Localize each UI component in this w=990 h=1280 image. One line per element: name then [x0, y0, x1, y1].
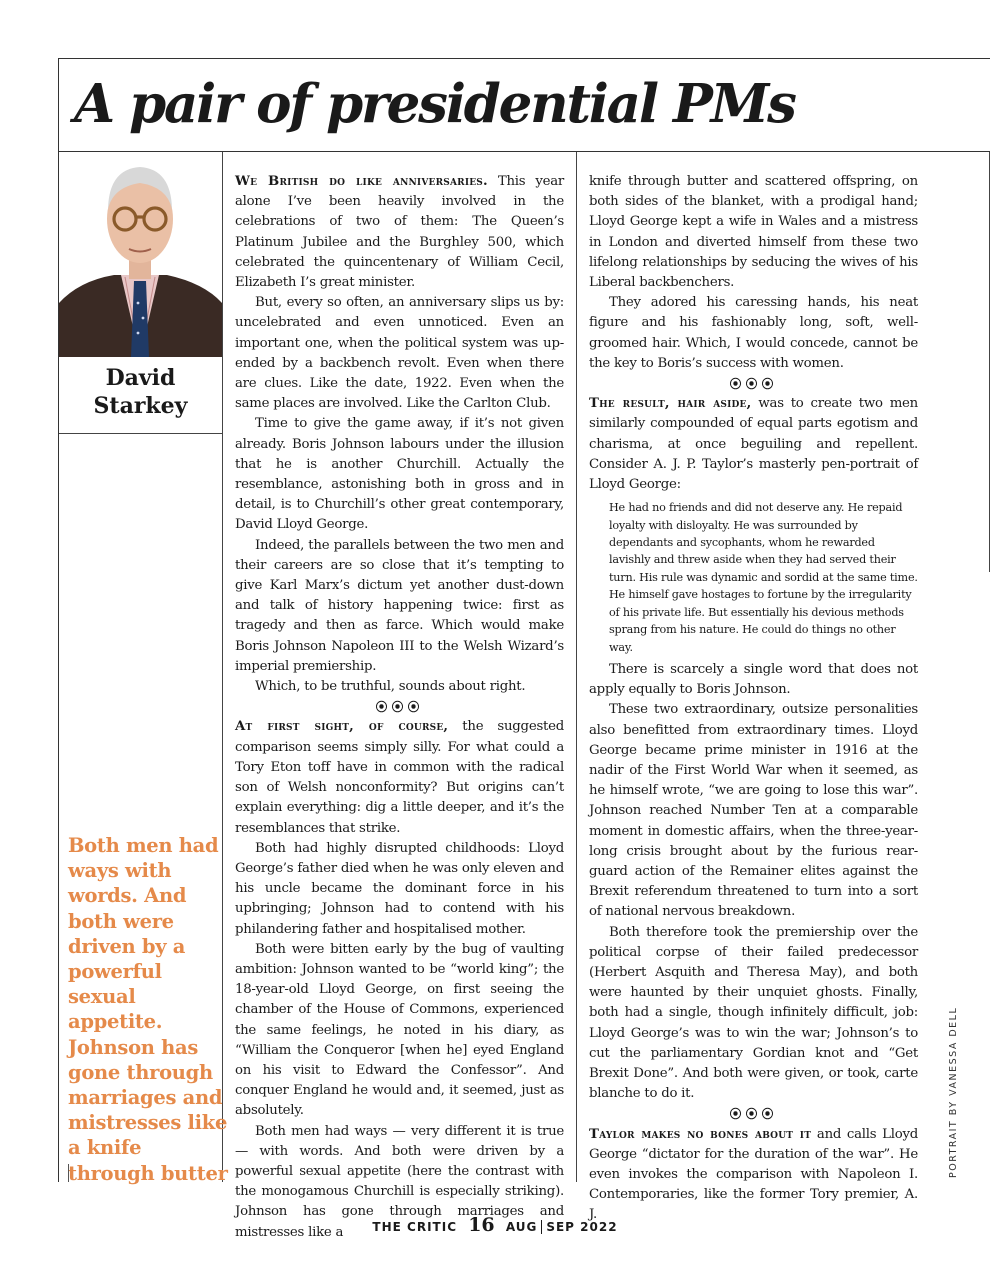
paragraph: Both men had ways — very different it is true — with words. And both were driven by a powerful sexual appetite (here the contrast with the monogamous Churchill is especially striking). Johnson has gone through marriages and mistresses like a	[235, 1123, 564, 1240]
paragraph: These two extraordinary, outsize personalities also benefitted from extraordinary times. Lloyd George became prime minister in 1916 at the nadir of the First World War when it seemed, as he himself wrote, “we are going to lose this war”. Johnson reached Number Ten at a comparable moment in domestic affairs, when the three-year-long crisis brought about by the furious rear-guard action of the Remainer elites against the Brexit referendum threatened to turn into a sort of national nervous breakdown.	[589, 702, 918, 920]
paragraph-text: the suggested comparison seems simply silly. For what could a Tory Eton toff have in common with the radical son of Welsh nonconformity? But origins can’t explain everything: dig a little deeper, and it’s the resemblances that strike.	[235, 719, 564, 836]
section-ornament: ⦿⦿⦿	[729, 377, 778, 392]
paragraph: Both were bitten early by the bug of vaulting ambition: Johnson wanted to be “world king”; the 18-year-old Lloyd George, on first seeing the chamber of the House of Commons, experienced the same feelings, he noted in his diary, as “William the Conqueror [when he] eyed England on his visit to Edward the Confessor”. And conquer England he would and, it seemed, just as absolutely.	[235, 941, 564, 1119]
paragraph: Time to give the game away, if it’s not given already. Boris Johnson labours under the illusion that he is another Churchill. Actually the resemblance, astonishing both in gross and in detail, is to Churchill’s other great contemporary, David Lloyd George.	[235, 416, 564, 533]
pull-quote-rule	[68, 1164, 69, 1182]
paragraph: Indeed, the parallels between the two men and their careers are so close that it’s tempting to give Karl Marx’s dictum yet another dust-down and talk of history happening twice: first as tragedy and then as farce. Which would make Boris Johnson Napoleon III to the Welsh Wizard’s imperial premiership.	[235, 537, 564, 674]
paragraph: Both had highly disrupted childhoods: Lloyd George’s father died when he was only eleven and his uncle became the dominant force in his upbringing; Johnson had to contend with his philandering father and hospitalised mother.	[235, 840, 564, 937]
paragraph: knife through butter and scattered offspring, on both sides of the blanket, with a prodigal hand; Lloyd George kept a wife in Wales and a mistress in London and diverted himself from these two lifelong relationships by seducing the wives of his Liberal backbenchers.	[589, 174, 918, 291]
section-ornament: ⦿⦿⦿	[375, 700, 424, 715]
lead-in: Taylor makes no bones about it	[589, 1126, 812, 1142]
paragraph	[235, 717, 564, 838]
paragraph: But, every so often, an anniversary slips us by: uncelebrated and even unnoticed. Even an important one, when the political system was up-ended by a backbench revolt. Even when there are clues. Like the date, 1922. Even when the same places are involved. Like the Carlton Club.	[235, 295, 564, 412]
publication-name: THE CRITIC	[372, 1220, 457, 1234]
paragraph	[589, 1125, 918, 1226]
paragraph: Which, to be truthful, sounds about right.	[255, 679, 526, 695]
article-column-2	[589, 172, 918, 1226]
issue-month: AUG	[505, 1220, 538, 1234]
block-quote: He had no friends and did not deserve any. He repaid loyalty with disloyalty. He was surrounded by dependants and sycophants, whom he rewarded lavishly and threw aside when they had served their turn. His rule was dynamic and sordid at the same time. He himself gave hostages to fortune by the irregularity of his private life. But essentially his devious methods sprang from his nature. He could do things no other way.	[609, 501, 918, 654]
column-rule	[576, 152, 577, 1182]
section-ornament: ⦿⦿⦿	[729, 1107, 778, 1122]
headline: A pair of presidential PMs	[74, 73, 795, 135]
issue-date: SEP 2022	[546, 1220, 618, 1234]
photo-credit: PORTRAIT BY VANESSA DELL	[948, 1006, 959, 1178]
author-name: David Starkey	[93, 365, 188, 419]
paragraph	[235, 172, 564, 293]
page-number: 16	[468, 1214, 495, 1236]
paragraph-text: This year alone I’ve been heavily involved in the celebrations of two of them: The Queen’s Platinum Jubilee and the Burghley 500, which celebrated the quincentenary of William Cecil, Elizabeth I’s great minister.	[235, 174, 564, 291]
paragraph: There is scarcely a single word that does not apply equally to Boris Johnson.	[589, 661, 918, 698]
paragraph	[589, 394, 918, 495]
paragraph: They adored his caressing hands, his neat figure and his fashionably long, soft, well-groomed hair. Which, I would concede, cannot be the key to Boris’s success with women.	[589, 295, 918, 371]
paragraph-text: was to create two men similarly compounded of equal parts egotism and charisma, at once beguiling and repellent. Consider A. J. P. Taylor’s masterly pen-portrait of Lloyd George:	[589, 396, 918, 493]
pull-quote: Both men had ways with words. And both were driven by a powerful sexual appetite. Johnson has gone through marriages and mistresses like a knife through butter	[68, 834, 228, 1185]
lead-in: We British do like anniversaries.	[235, 174, 488, 189]
lead-in: At first sight, of course,	[235, 719, 449, 735]
footer-divider	[541, 1220, 542, 1234]
article-column-1	[235, 172, 564, 1243]
lead-in: The result, hair aside,	[589, 396, 752, 412]
author-portrait	[59, 153, 222, 357]
page-footer	[0, 1214, 990, 1236]
paragraph: Both therefore took the premiership over the political corpse of their failed predecessor (Herbert Asquith and Theresa May), and both were haunted by their unquiet ghosts. Finally, both had a single, though infinitely difficult, job: Lloyd George’s was to win the war; Johnson’s to cut the parliamentary Gordian knot and “Get Brexit Done”. And both were given, or took, carte blanche to do it.	[589, 924, 918, 1102]
paragraph-text: and calls Lloyd George “dictator for the duration of the war”. He even invokes the comparison with Napoleon I. Contemporaries, like the former Tory premier, A. J.	[589, 1126, 919, 1223]
author-divider	[59, 433, 222, 434]
